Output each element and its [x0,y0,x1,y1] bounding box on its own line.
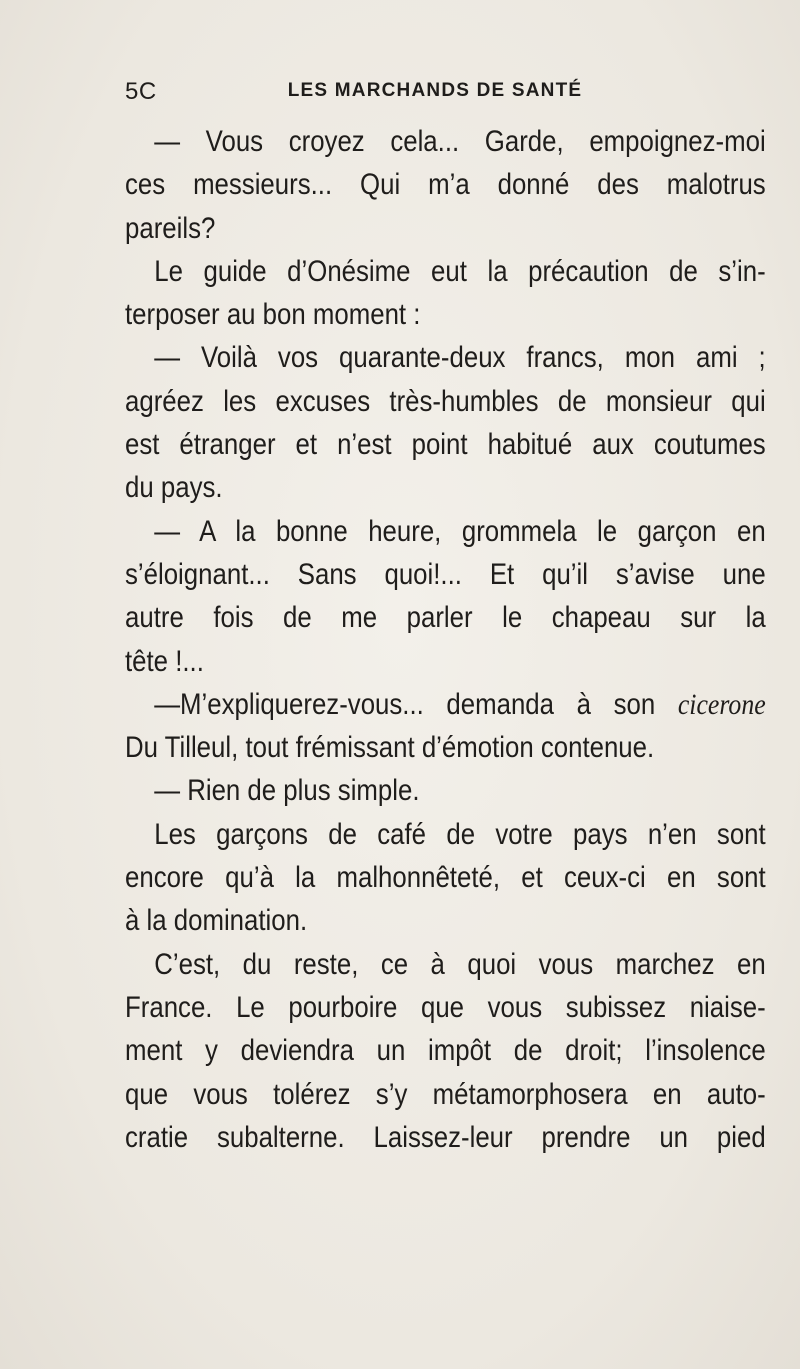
page-number: 5C [125,78,157,105]
text-segment: —M’expliquerez-vous... demanda à son [154,687,656,721]
text-line: cratie subalterne. Laissez-leur prendre un pied [125,1120,766,1154]
text-line: Les garçons de café de votre pays n’en sont [154,817,766,851]
text-line: — Rien de plus simple. [154,774,420,808]
text-line: — A la bonne heure, grommela le garçon en [154,514,766,548]
body-text [125,120,766,1159]
text-line [125,683,766,726]
text-line: — Voilà vos quarante-deux francs, mon ami ; [154,341,766,375]
paragraph [125,250,766,337]
running-title: LES MARCHANDS DE SANTÉ [287,80,583,101]
paragraph [125,510,766,683]
text-line: tête !... [125,644,204,678]
text-line: Du Tilleul, tout frémissant d’émotion contenue. [125,731,655,765]
text-line: agréez les excuses très-humbles de monsieur qui [125,384,766,418]
text-line: pareils? [125,211,216,245]
text-line: C’est, du reste, ce à quoi vous marchez en [154,947,766,981]
text-line: que vous tolérez s’y métamorphosera en auto- [125,1077,766,1111]
paragraph [125,813,766,943]
text-line: Le guide d’Onésime eut la précaution de s’in- [154,254,766,288]
paragraph [125,336,766,509]
text-line: ces messieurs... Qui m’a donné des malotrus [125,168,766,202]
text-line: ment y deviendra un impôt de droit; l’insolence [125,1034,766,1068]
text-line: est étranger et n’est point habitué aux coutumes [125,428,766,462]
text-line: du pays. [125,471,223,505]
text-line: s’éloignant... Sans quoi!... Et qu’il s’avise une [125,557,766,591]
paragraph [125,683,766,770]
text-line: — Vous croyez cela... Garde, empoignez-moi [154,125,766,158]
text-line: encore qu’à la malhonnêteté, et ceux-ci en sont [125,861,766,895]
text-line: France. Le pourboire que vous subissez niaise- [125,990,766,1024]
paragraph [125,943,766,1159]
text-line: à la domination. [125,904,308,938]
page-header [125,78,745,108]
italic-word: cicerone [677,687,766,721]
text-line: autre fois de me parler le chapeau sur la [125,601,766,635]
paragraph [125,769,766,812]
paragraph [125,120,766,250]
text-line: terposer au bon moment : [125,298,421,332]
